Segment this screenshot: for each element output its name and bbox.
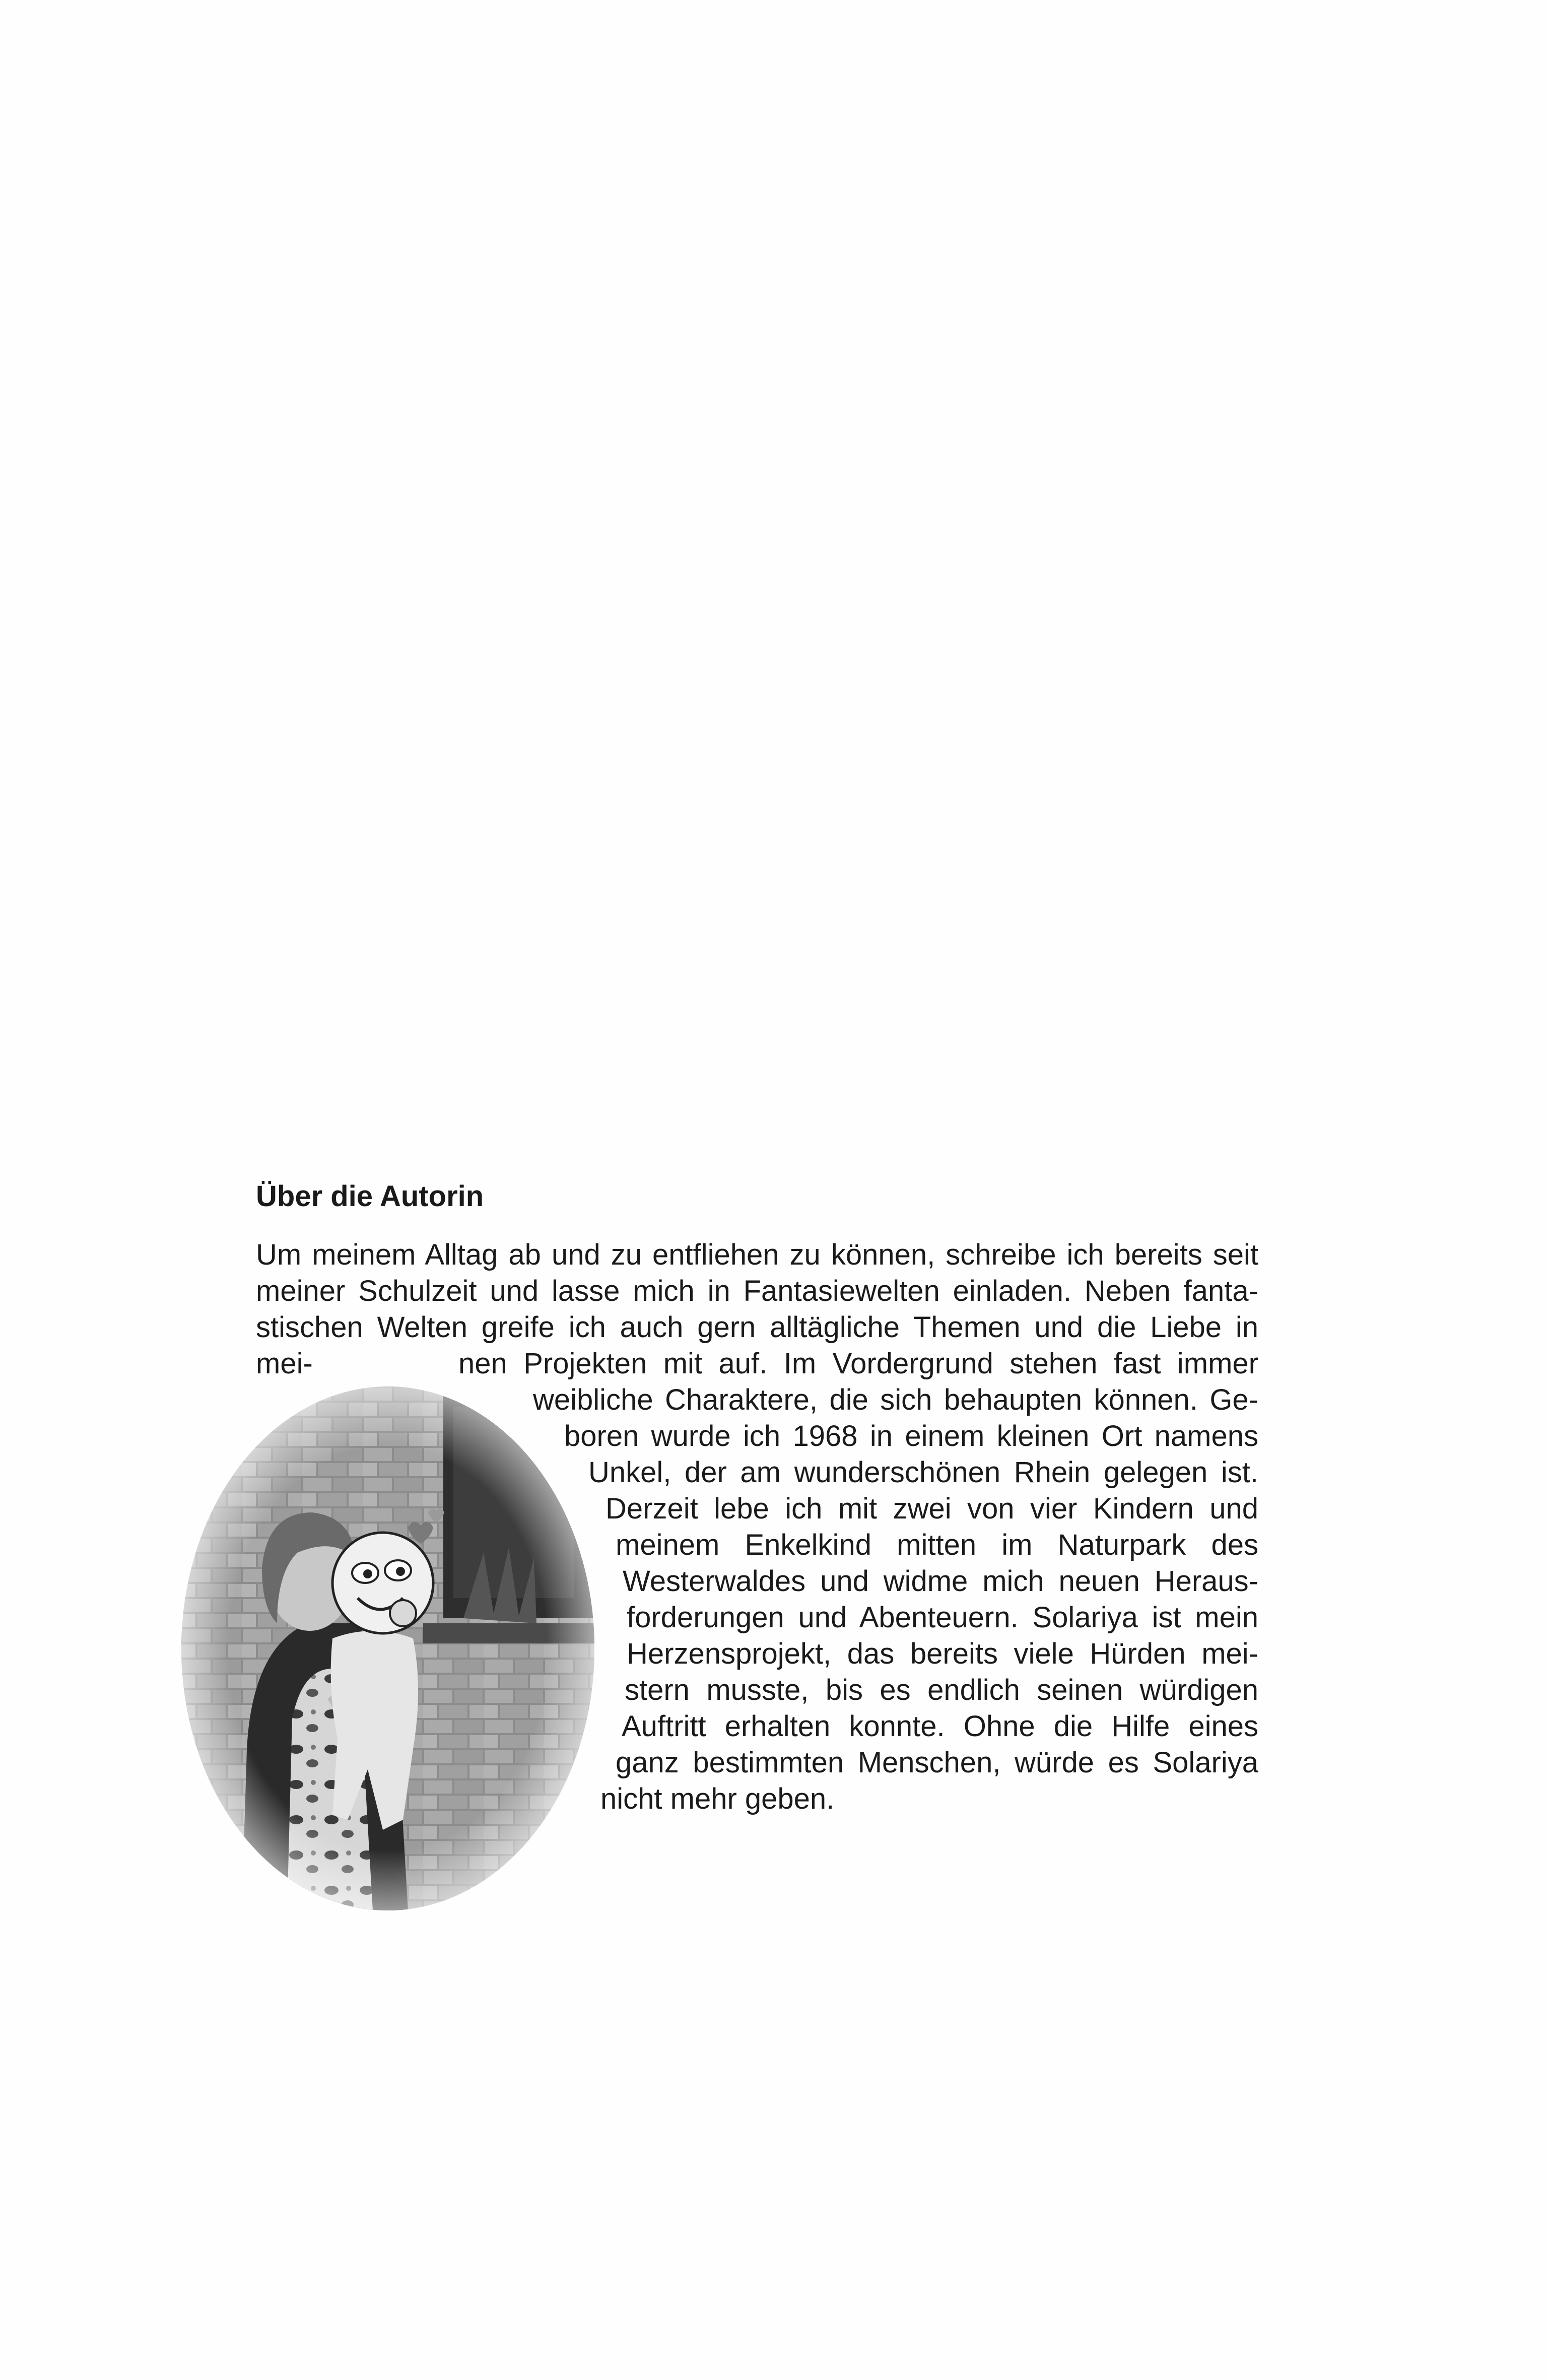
bio-line: Westerwaldes und widme mich neuen Heraus- <box>623 1565 1258 1598</box>
bio-line: mei- <box>256 1347 313 1380</box>
bio-line: meinem Enkelkind mitten im Naturpark des <box>616 1529 1258 1561</box>
bio-line: ganz bestimmten Menschen, würde es Solariya <box>616 1746 1258 1779</box>
author-photo <box>181 1386 594 1910</box>
section-heading: Über die Autorin <box>256 1180 484 1213</box>
bio-line: boren wurde ich 1968 in einem kleinen Ort namens <box>564 1420 1258 1452</box>
bio-line: Herzensprojekt, das bereits viele Hürden mei- <box>627 1637 1258 1670</box>
bio-line: nen Projekten mit auf. Im Vordergrund stehen fast immer <box>458 1347 1258 1380</box>
bio-line: Auftritt erhalten konnte. Ohne die Hilfe eines <box>622 1710 1258 1743</box>
bio-line: Um meinem Alltag ab und zu entfliehen zu können, schreibe ich bereits seit <box>256 1238 1258 1271</box>
bio-line: nicht mehr geben. <box>600 1782 835 1815</box>
bio-line: stern musste, bis es endlich seinen würdigen <box>625 1674 1258 1706</box>
author-photo-image <box>181 1386 594 1910</box>
bio-line: stischen Welten greife ich auch gern alltägliche Themen und die Liebe in <box>256 1311 1258 1344</box>
bio-line: weibliche Charaktere, die sich behaupten können. Ge- <box>533 1383 1258 1416</box>
bio-line: Unkel, der am wunderschönen Rhein gelegen ist. <box>588 1456 1258 1489</box>
bio-line: Derzeit lebe ich mit zwei von vier Kindern und <box>606 1492 1258 1525</box>
bio-line: meiner Schulzeit und lasse mich in Fantasiewelten einladen. Neben fanta- <box>256 1275 1258 1307</box>
bio-line: forderungen und Abenteuern. Solariya ist mein <box>627 1601 1258 1634</box>
